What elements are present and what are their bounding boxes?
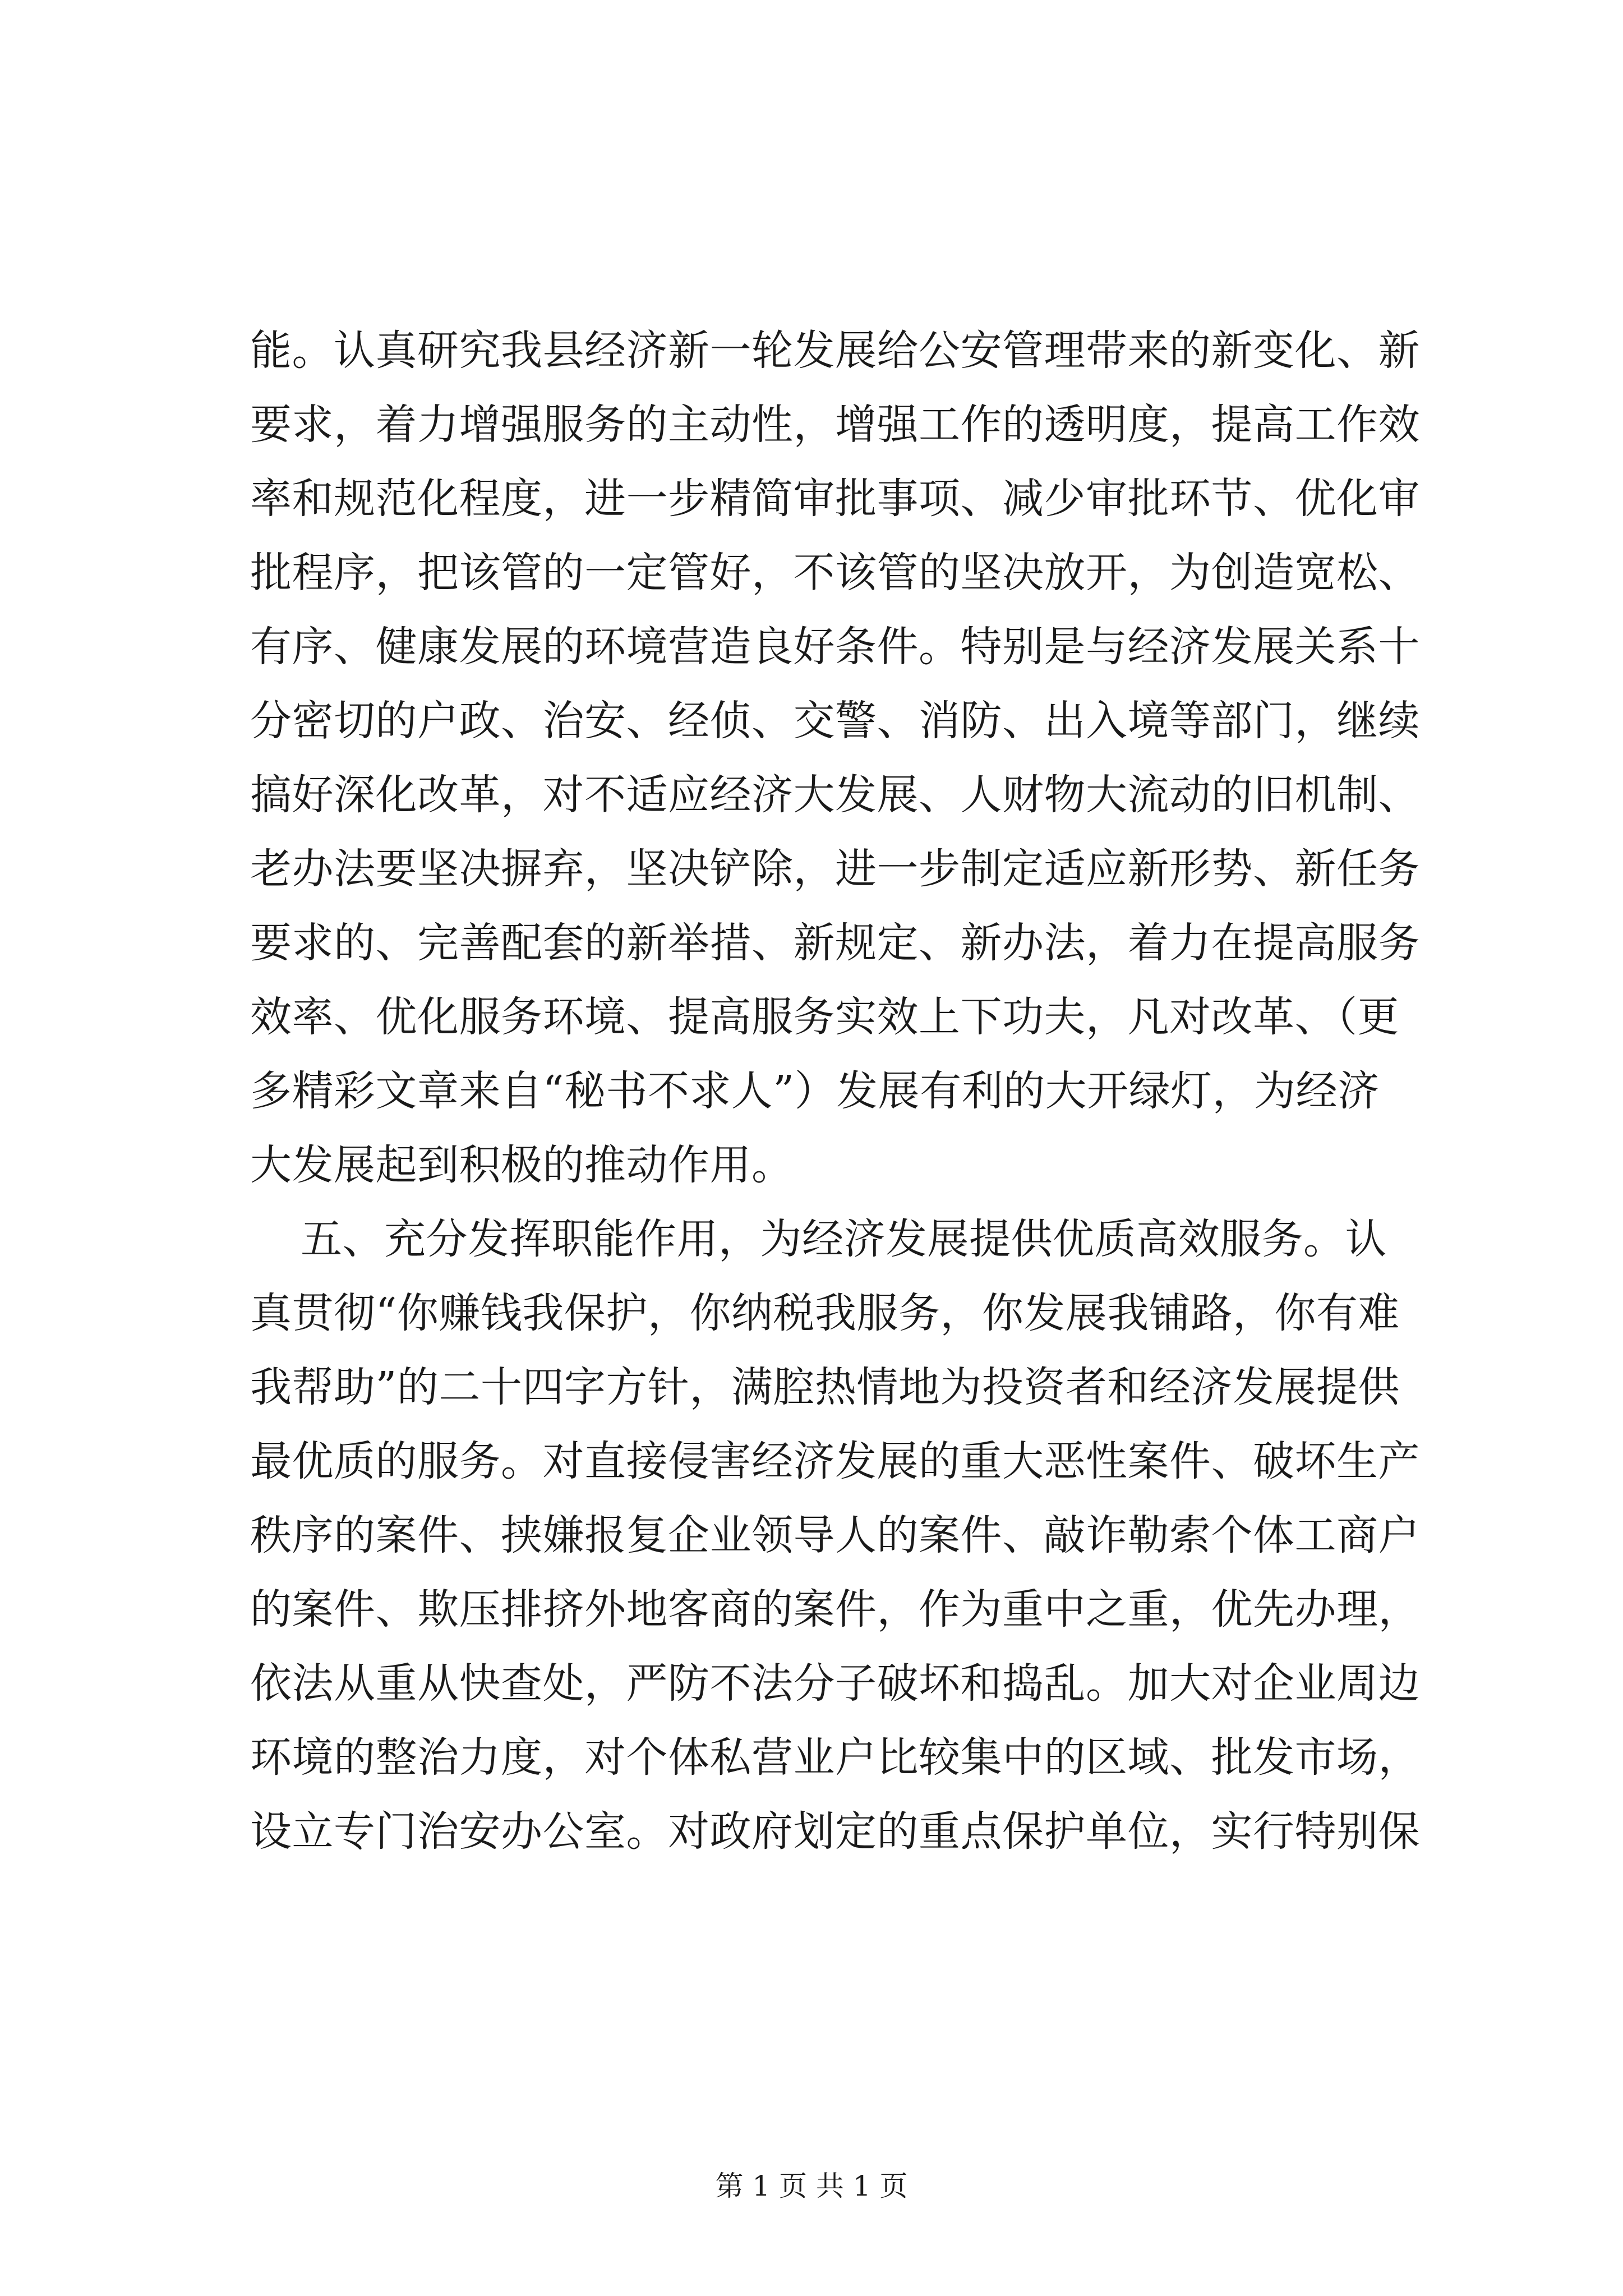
page-footer: 第 1 页 共 1 页 <box>715 2170 908 2202</box>
body-text-line: 秩序的案件、挟嫌报复企业领导人的案件、敲诈勒索个体工商户 <box>250 1511 1420 1559</box>
body-text-line: 率和规范化程度，进一步精简审批事项、减少审批环节、优化审 <box>250 475 1420 523</box>
body-text-line: 的案件、欺压排挤外地客商的案件，作为重中之重，优先办理， <box>250 1585 1420 1634</box>
body-text-line: 多精彩文章来自“秘书不求人”）发展有利的大开绿灯，为经济 <box>250 1067 1380 1115</box>
body-text-line: 依法从重从快查处，严防不法分子破坏和捣乱。加大对企业周边 <box>250 1659 1420 1708</box>
body-text-line: 设立专门治安办公室。对政府划定的重点保护单位，实行特别保 <box>250 1807 1420 1856</box>
body-text-line: 我帮助”的二十四字方针，满腔热情地为投资者和经济发展提供 <box>250 1363 1400 1411</box>
body-text-line: 批程序，把该管的一定管好，不该管的坚决放开，为创造宽松、 <box>250 549 1420 597</box>
body-text-line: 能。认真研究我县经济新一轮发展给公安管理带来的新变化、新 <box>250 326 1420 375</box>
paragraph-first-line: 五、充分发挥职能作用，为经济发展提供优质高效服务。认 <box>301 1215 1387 1263</box>
body-text-line: 有序、健康发展的环境营造良好条件。特别是与经济发展关系十 <box>250 623 1420 671</box>
body-text-line: 老办法要坚决摒弃，坚决铲除，进一步制定适应新形势、新任务 <box>250 845 1420 893</box>
body-text-line: 效率、优化服务环境、提高服务实效上下功夫，凡对改革、（更 <box>250 993 1399 1041</box>
body-text-line: 要求的、完善配套的新举措、新规定、新办法，着力在提高服务 <box>250 919 1420 967</box>
body-text-line: 大发展起到积极的推动作用。 <box>250 1141 794 1189</box>
body-text-line: 真贯彻“你赚钱我保护，你纳税我服务，你发展我铺路，你有难 <box>250 1289 1400 1337</box>
body-text-line: 搞好深化改革，对不适应经济大发展、人财物大流动的旧机制、 <box>250 771 1420 819</box>
body-text-line: 最优质的服务。对直接侵害经济发展的重大恶性案件、破坏生产 <box>250 1437 1420 1485</box>
body-text-line: 要求，着力增强服务的主动性，增强工作的透明度，提高工作效 <box>250 401 1420 449</box>
body-text-line: 环境的整治力度，对个体私营业户比较集中的区域、批发市场， <box>250 1733 1420 1782</box>
body-text-line: 分密切的户政、治安、经侦、交警、消防、出入境等部门，继续 <box>250 697 1420 745</box>
